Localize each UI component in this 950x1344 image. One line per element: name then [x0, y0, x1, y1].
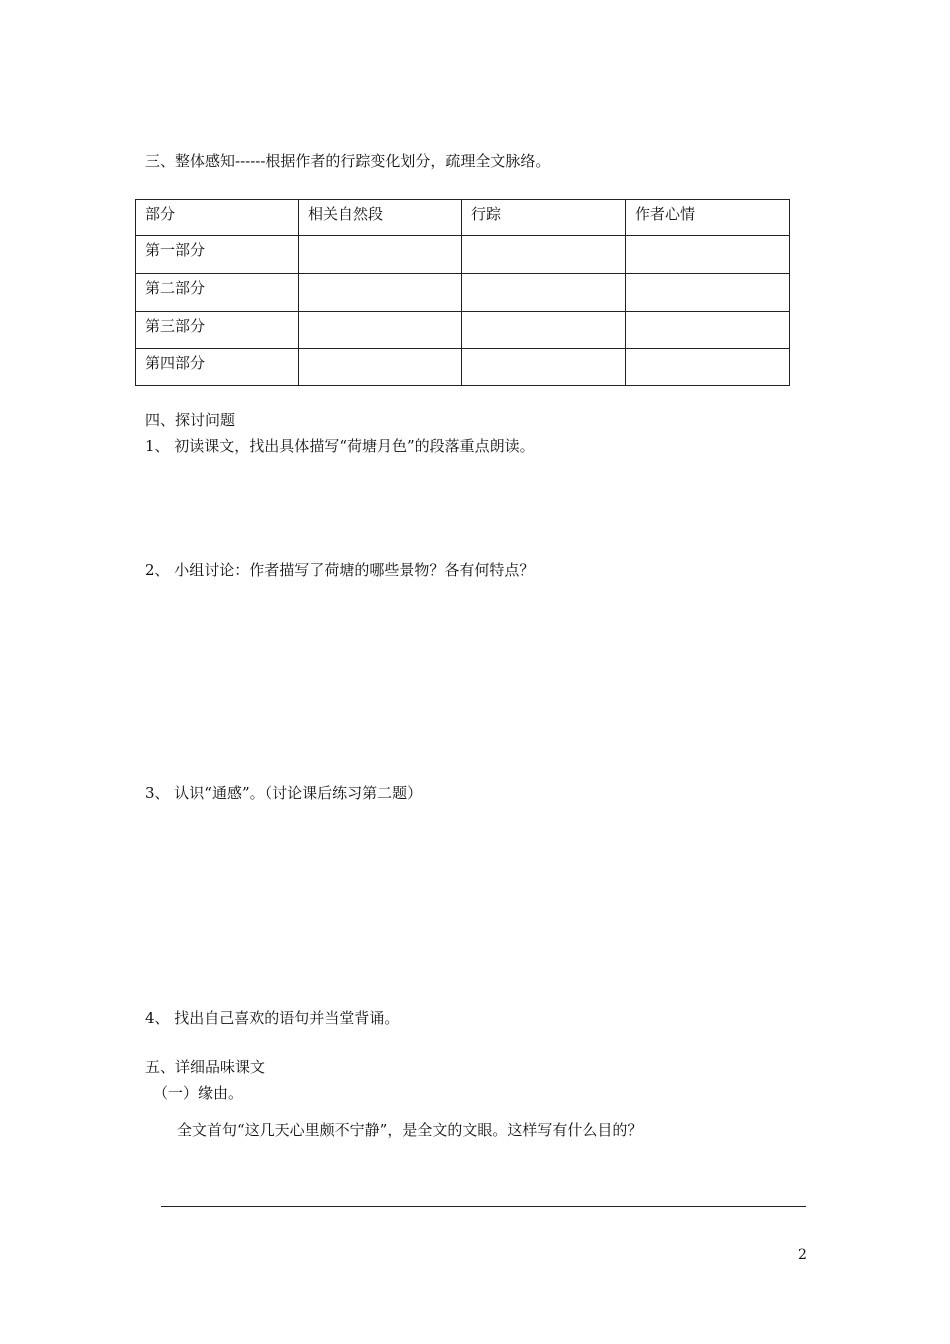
- question-1: 1、 初读课文，找出具体描写“荷塘月色”的段落重点朗读。: [145, 437, 535, 455]
- table-header-cell: 部分: [136, 200, 299, 236]
- table-cell: [462, 236, 626, 274]
- subsection-1-heading: （一）缘由。: [153, 1084, 244, 1102]
- table-header-cell: 作者心情: [626, 200, 790, 236]
- section-3-heading: 三、整体感知------根据作者的行踪变化划分，疏理全文脉络。: [145, 152, 551, 170]
- table-cell: [462, 274, 626, 312]
- question-3: 3、 认识“通感”。（讨论课后练习第二题）: [145, 784, 423, 802]
- section-4-heading: 四、探讨问题: [145, 411, 236, 429]
- table-cell: [299, 349, 462, 386]
- table-cell: 第一部分: [136, 236, 299, 274]
- table-header-cell: 相关自然段: [299, 200, 462, 236]
- table-cell: [626, 312, 790, 349]
- section-5-heading: 五、详细品味课文: [145, 1058, 266, 1076]
- footer-divider: [161, 1206, 806, 1207]
- table-cell: [299, 312, 462, 349]
- table-cell: [626, 274, 790, 312]
- question-4: 4、 找出自己喜欢的语句并当堂背诵。: [145, 1009, 400, 1027]
- table-cell: 第三部分: [136, 312, 299, 349]
- table-row: [136, 312, 790, 349]
- table-cell: [462, 312, 626, 349]
- table-row: [136, 236, 790, 274]
- table-row: [136, 274, 790, 312]
- table-cell: [462, 349, 626, 386]
- table-cell: [299, 236, 462, 274]
- table-cell: [299, 274, 462, 312]
- table-header-row: [136, 200, 790, 236]
- table-cell: 第二部分: [136, 274, 299, 312]
- table-cell: 第四部分: [136, 349, 299, 386]
- table-row: [136, 349, 790, 386]
- subsection-1-question: 全文首句“这几天心里颇不宁静”，是全文的文眼。这样写有什么目的？: [177, 1121, 643, 1139]
- question-2: 2、 小组讨论：作者描写了荷塘的哪些景物？各有何特点？: [145, 561, 535, 579]
- page-number: 2: [798, 1247, 807, 1263]
- outline-table: [135, 199, 790, 386]
- table-cell: [626, 349, 790, 386]
- table-cell: [626, 236, 790, 274]
- table-header-cell: 行踪: [462, 200, 626, 236]
